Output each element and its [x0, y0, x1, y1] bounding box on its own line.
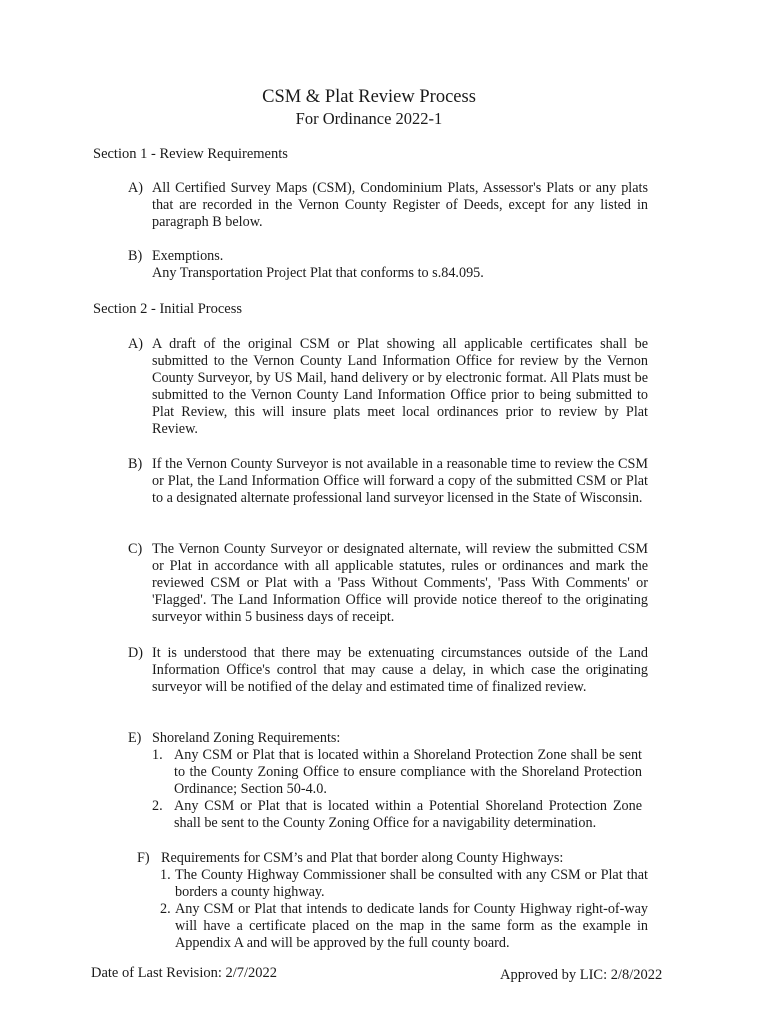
item-marker: B): [128, 248, 143, 264]
sub-item-marker: 1.: [152, 747, 163, 763]
section-2-item-a: [128, 336, 648, 438]
sub-item-text: Any CSM or Plat that is located within a Shoreland Protection Zone shall be sent to the County Zoning Office to ensure compliance with the Shoreland Protection Ordinance; Section 50-4.0.: [174, 747, 642, 797]
item-marker: F): [137, 850, 150, 866]
sub-item-marker: 1.: [160, 867, 171, 883]
section-2-item-f-sub-2: [160, 901, 648, 952]
item-text: Shoreland Zoning Requirements:: [152, 730, 341, 746]
document-subtitle: For Ordinance 2022-1: [295, 109, 443, 128]
item-text: Exemptions.: [152, 248, 224, 264]
section-2-item-e-sub-2: [152, 798, 642, 832]
item-marker: A): [128, 180, 143, 196]
sub-item-text: The County Highway Commissioner shall be consulted with any CSM or Plat that borders a county highway.: [175, 867, 648, 900]
section-2-item-f: [137, 850, 648, 867]
section-2-item-c: [128, 541, 648, 626]
revision-date: Date of Last Revision: 2/7/2022: [91, 965, 278, 981]
sub-item-marker: 2.: [160, 901, 171, 917]
item-text: All Certified Survey Maps (CSM), Condominium Plats, Assessor's Plats or any plats that are recorded in the Vernon County Register of Deeds, except for any listed in paragraph B below.: [152, 180, 648, 230]
item-marker: E): [128, 730, 142, 746]
section-2-item-b: [128, 456, 648, 507]
sub-item-text: Any CSM or Plat that is located within a Potential Shoreland Protection Zone shall be sent to the County Zoning Office for a navigability determination.: [174, 798, 642, 831]
section-2-heading: Section 2 - Initial Process: [93, 301, 243, 317]
section-1-item-b: [128, 248, 648, 282]
item-marker: B): [128, 456, 143, 472]
item-text-continued: Any Transportation Project Plat that conforms to s.84.095.: [152, 265, 484, 281]
section-2-item-e-sub-1: [152, 747, 642, 798]
approval-date: Approved by LIC: 2/8/2022: [500, 967, 663, 983]
document-title: CSM & Plat Review Process: [262, 87, 476, 107]
section-2-item-e: [128, 730, 648, 747]
item-marker: D): [128, 645, 143, 661]
item-text: A draft of the original CSM or Plat showing all applicable certificates shall be submitted to the Vernon County Land Information Office for review by the Vernon County Surveyor, by US Mail, hand delivery or by electronic format. All Plats must be submitted to the Vernon County Land Information Office prior to being submitted to Plat Review, this will insure plats meet local ordinances prior to review by Plat Review.: [152, 336, 648, 437]
sub-item-marker: 2.: [152, 798, 163, 814]
section-2-item-f-sub-1: [160, 867, 648, 901]
section-1-heading: Section 1 - Review Requirements: [93, 146, 288, 162]
item-text: If the Vernon County Surveyor is not available in a reasonable time to review the CSM or Plat, the Land Information Office will forward a copy of the submitted CSM or Plat to a designated alternate professional land surveyor licensed in the State of Wisconsin.: [152, 456, 648, 506]
item-text: The Vernon County Surveyor or designated alternate, will review the submitted CSM or Plat in accordance with all applicable statutes, rules or ordinances and mark the reviewed CSM or Plat with a 'Pass Without Comments', 'Pass With Comments' or 'Flagged'. The Land Information Office will provide notice thereof to the originating surveyor within 5 business days of receipt.: [152, 541, 648, 625]
section-2-item-d: [128, 645, 648, 696]
item-marker: A): [128, 336, 143, 352]
sub-item-text: Any CSM or Plat that intends to dedicate lands for County Highway right-of-way will have a certificate placed on the map in the same form as the example in Appendix A and will be approved by the full county board.: [175, 901, 648, 951]
item-marker: C): [128, 541, 143, 557]
section-1-item-a: [128, 180, 648, 231]
item-text: Requirements for CSM’s and Plat that border along County Highways:: [161, 850, 564, 866]
item-text: It is understood that there may be extenuating circumstances outside of the Land Information Office's control that may cause a delay, in which case the originating surveyor will be notified of the delay and estimated time of finalized review.: [152, 645, 648, 695]
